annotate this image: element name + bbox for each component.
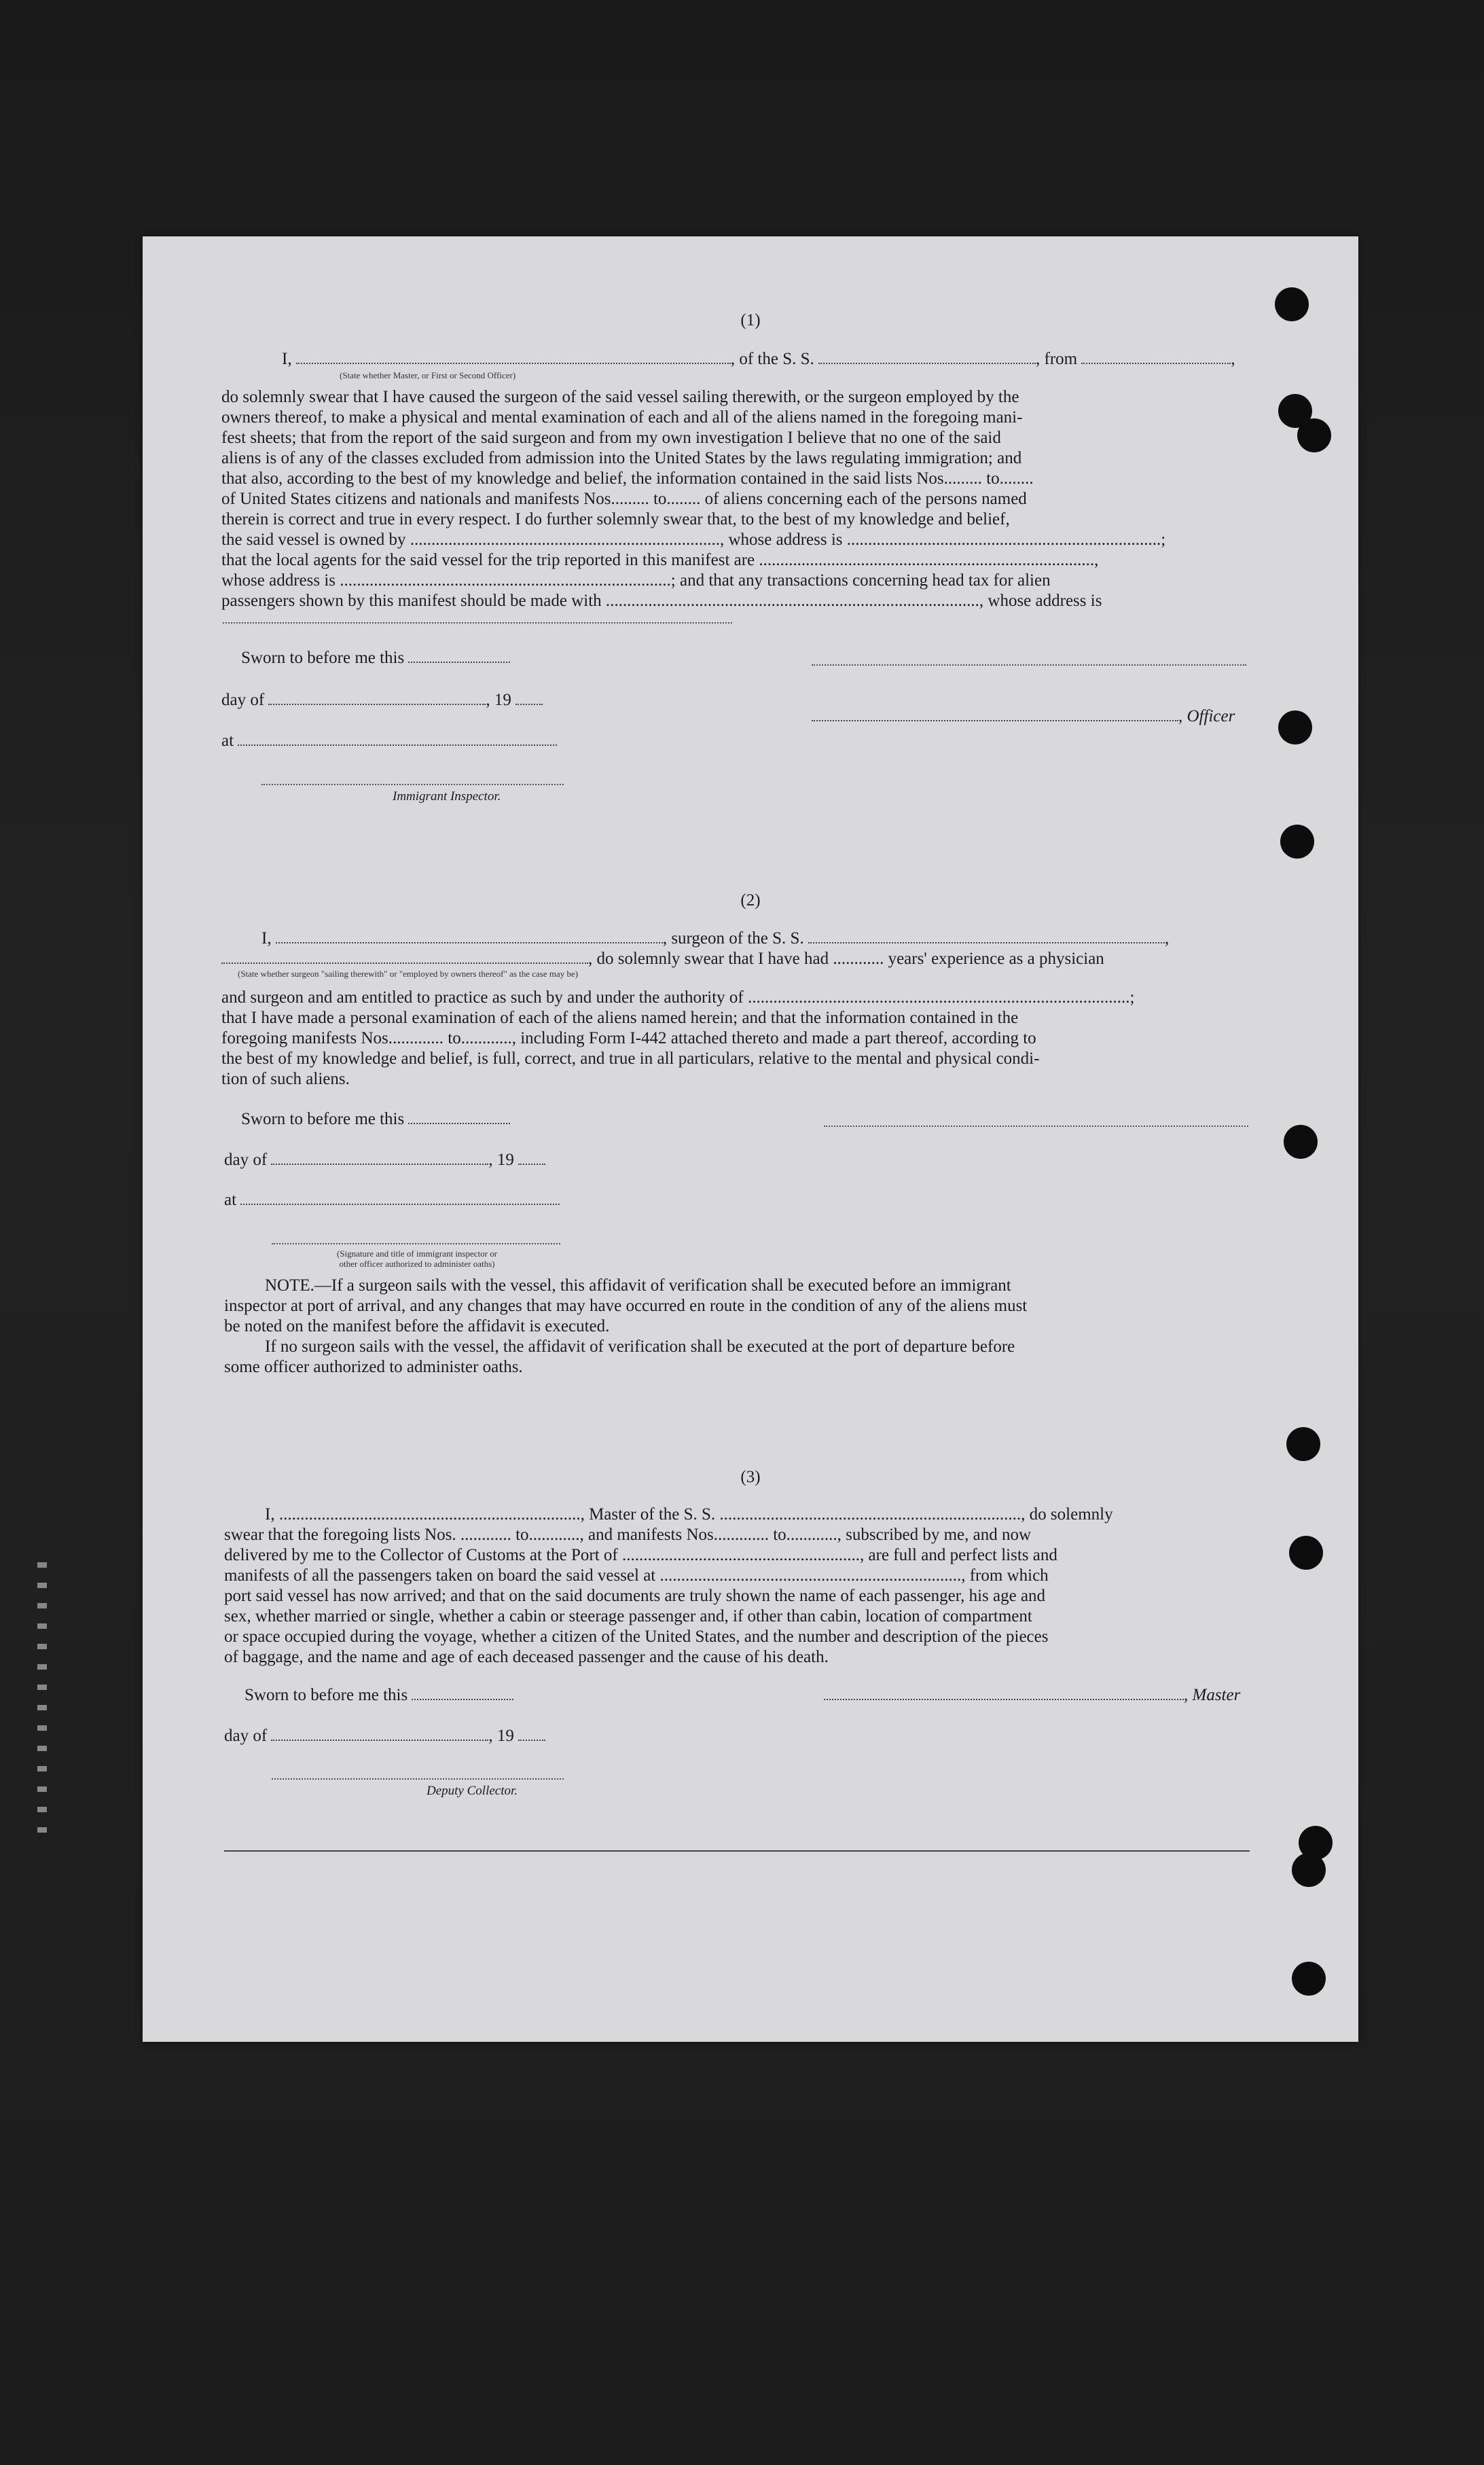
text: , 19 [486,691,511,709]
body-line: foregoing manifests Nos............. to............, including Form I-442 attached thereto and made a part thereof, according to [221,1029,1036,1047]
year-field[interactable] [515,690,543,705]
signature-caption [281,1248,553,1269]
surgeon-name-field[interactable] [276,929,663,943]
inspector-signature-field[interactable] [261,784,564,785]
day-of-line [224,1726,545,1746]
collector-caption: Deputy Collector. [427,1784,518,1798]
note-line: inspector at port of arrival, and any changes that may have occurred en route in the condition of any of the aliens must [224,1297,1028,1315]
officer-name-field[interactable] [296,349,731,364]
note-line: be noted on the manifest before the affidavit is executed. [224,1317,610,1335]
text: , [1164,929,1170,948]
place-field[interactable] [238,731,557,746]
inspector-caption: Immigrant Inspector. [393,789,501,804]
body-line: that also, according to the best of my knowledge and belief, the information contained in the said lists Nos......... to........ [221,469,1034,488]
officer-signature-field[interactable] [812,664,1246,666]
note-line: If no surgeon sails with the vessel, the affidavit of verification shall be executed at the port of departure before [265,1337,1015,1356]
sworn-line [241,1109,510,1130]
section-number: (3) [740,1468,761,1486]
master-intro-line [282,349,1246,370]
punch-hole [1286,1427,1320,1461]
body-line: the said vessel is owned by ........................................................................., whose address is ..........................................................................; [221,530,1166,549]
body-line: whose address is ..............................................................................; and that any transactions concerning head tax for alien [221,571,1051,590]
caption-line: other officer authorized to administer oaths) [339,1259,495,1269]
body-line: of United States citizens and nationals and manifests Nos......... to........ of aliens concerning each of the persons named [221,490,1027,508]
body-line: of baggage, and the name and age of each deceased passenger and the cause of his death. [224,1648,829,1666]
text: , 19 [488,1151,514,1169]
body-line: tion of such aliens. [221,1070,350,1088]
body-line: fest sheets; that from the report of the said surgeon and from my own investigation I believe that no one of the said [221,429,1001,447]
year-field[interactable] [518,1150,545,1165]
sworn-day-field[interactable] [412,1685,513,1700]
sworn-line [245,1685,513,1706]
sworn-day-field[interactable] [408,1109,510,1124]
body-line: passengers shown by this manifest should be made with ........................................................................................, whose address is [221,592,1102,610]
body-line: and surgeon and am entitled to practice as such by and under the authority of ..........................................................................................; [221,988,1135,1007]
inspector-signature-field[interactable] [272,1243,560,1244]
surgeon-swear-line [221,949,1104,969]
text: , surgeon of the S. S. [662,929,804,948]
body-line: I, ......................................................................., Master of the S. S. ......................................................................., do solemnly [265,1505,1113,1524]
text: , Master [1184,1686,1241,1704]
sworn-line [241,648,510,668]
text: , Officer [1178,707,1235,725]
master-line [824,1685,1240,1706]
surgeon-signature-field[interactable] [824,1126,1248,1127]
punch-hole [1292,1853,1326,1887]
day-month-field[interactable] [271,1726,488,1741]
officer-title-field[interactable] [812,706,1178,721]
body-line: aliens is of any of the classes excluded from admission into the United States by the laws regulating immigration; and [221,449,1022,467]
body-line: therein is correct and true in every respect. I do further solemnly swear that, to the best of my knowledge and belief, [221,510,1010,528]
surgeon-status-field[interactable] [221,949,588,964]
text: day of [224,1727,268,1745]
body-line: the best of my knowledge and belief, is full, correct, and true in all particulars, relative to the mental and physical condi- [221,1049,1040,1068]
section-number: (1) [740,311,761,329]
text: Sworn to before me this [241,1110,405,1128]
vessel-name-field[interactable] [808,929,1165,943]
section2-body [221,988,1250,1090]
body-line: owners thereof, to make a physical and mental examination of each and all of the aliens named in the foregoing mani- [221,408,1023,427]
film-edge-marks [37,1562,47,1848]
text: at [221,732,234,750]
text: I, [261,929,272,948]
punch-hole [1292,1962,1326,1996]
text: , [1231,350,1235,368]
body-line: that I have made a personal examination of each of the aliens named herein; and that the information contained in the [221,1009,1019,1027]
body-line: that the local agents for the said vessel for the trip reported in this manifest are ..............................................................................., [221,551,1099,569]
body-line: delivered by me to the Collector of Customs at the Port of ........................................................, are full and perfect lists and [224,1546,1057,1564]
section3-body [224,1505,1253,1668]
punch-hole [1278,710,1312,744]
note-line: some officer authorized to administer oaths. [224,1358,523,1376]
caption-line: (Signature and title of immigrant inspector or [336,1248,498,1259]
surgeon-intro-line [261,929,1169,949]
manifest-page [143,236,1358,2042]
departure-port-field[interactable] [1081,349,1231,364]
text: Sworn to before me this [241,649,405,667]
section-number: (2) [740,891,761,910]
section1-body [221,387,1247,611]
body-line: or space occupied during the voyage, whether a citizen of the United States, and the number and description of the pieces [224,1627,1049,1646]
officer-caption: (State whether Master, or First or Second Officer) [340,370,516,380]
body-line: sex, whether married or single, whether a cabin or steerage passenger and, if other than cabin, location of compartment [224,1607,1032,1625]
text: day of [224,1151,268,1169]
note-block [224,1276,1253,1378]
text: day of [221,691,265,709]
bottom-rule [224,1850,1250,1852]
body-line: do solemnly swear that I have caused the surgeon of the said vessel sailing therewith, or the surgeon employed by the [221,388,1019,406]
punch-hole [1289,1536,1323,1570]
vessel-name-field[interactable] [818,349,1036,364]
punch-hole [1297,418,1331,452]
officer-line [812,706,1235,727]
body-line: manifests of all the passengers taken on board the said vessel at ......................................................................., from which [224,1566,1049,1585]
year-field[interactable] [518,1726,545,1741]
sworn-day-field[interactable] [408,648,510,663]
text: I, [282,350,292,368]
at-line [224,1190,560,1210]
text: , do solemnly swear that I have had ............ years' experience as a physician [588,950,1104,968]
day-of-line [224,1150,545,1170]
text: , 19 [488,1727,514,1745]
body-line: port said vessel has now arrived; and that on the said documents are truly shown the name of each passenger, his age and [224,1587,1046,1605]
punch-hole [1280,825,1314,859]
text: Sworn to before me this [245,1686,408,1704]
collector-signature-field[interactable] [272,1778,564,1780]
day-month-field[interactable] [271,1150,488,1165]
address-field[interactable] [223,622,732,624]
text: at [224,1191,237,1209]
punch-hole [1284,1125,1318,1159]
note-line: NOTE.—If a surgeon sails with the vessel, this affidavit of verification shall be executed before an immigrant [265,1276,1011,1295]
text: , of the S. S. [730,350,814,368]
text: , from [1036,350,1078,368]
body-line: swear that the foregoing lists Nos. ............ to............, and manifests Nos............. to............, subscribed by me, and now [224,1526,1032,1544]
place-field[interactable] [240,1190,560,1205]
day-month-field[interactable] [268,690,486,705]
master-signature-field[interactable] [824,1685,1184,1700]
day-of-line [221,690,543,710]
at-line [221,731,557,751]
surgeon-caption: (State whether surgeon "sailing therewith" or "employed by owners thereof" as the case may be) [238,969,579,979]
